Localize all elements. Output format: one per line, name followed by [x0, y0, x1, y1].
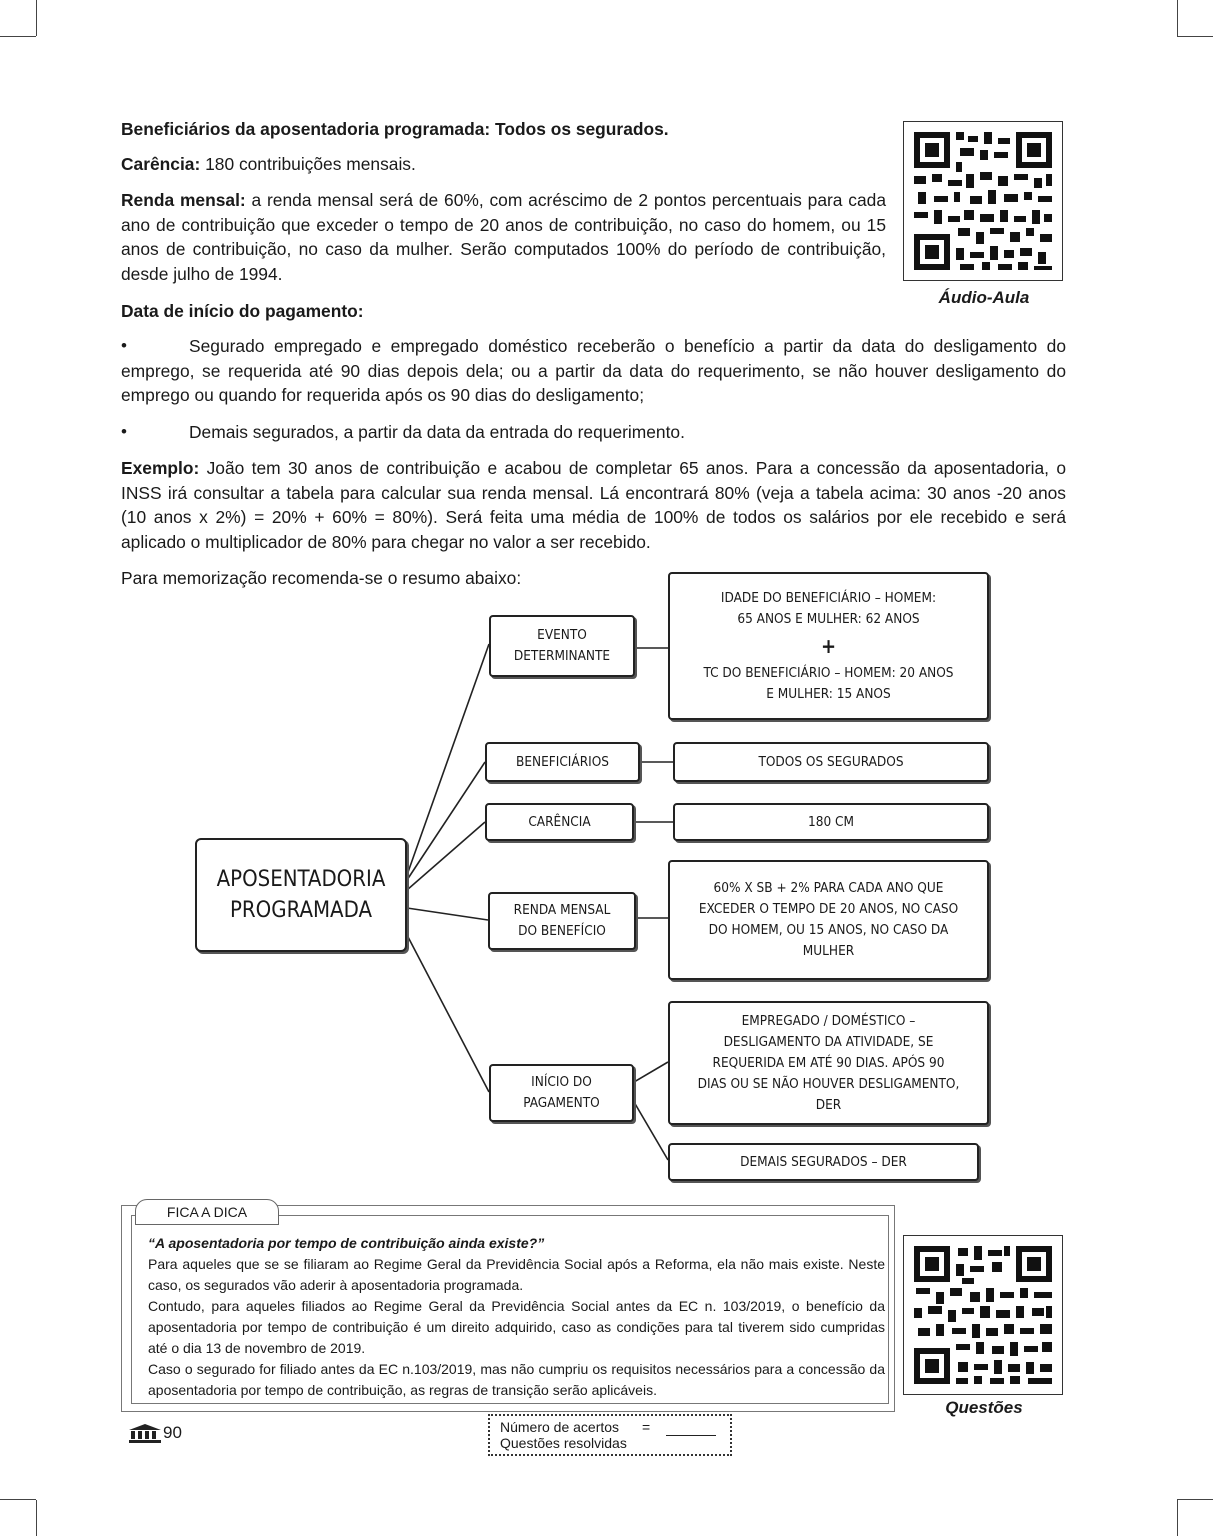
node-label: DO BENEFÍCIO — [518, 923, 606, 939]
bullet-marker: • — [121, 336, 127, 355]
plus-sign: + — [820, 633, 837, 658]
score-box — [488, 1414, 732, 1456]
root-line: PROGRAMADA — [229, 898, 372, 923]
node-value: EMPREGADO / DOMÉSTICO – — [741, 1012, 916, 1029]
node-label: RENDA MENSAL — [513, 902, 611, 918]
bullet-marker: • — [121, 422, 127, 441]
acertos-label: Número de acertos — [500, 1419, 620, 1435]
building-icon — [128, 1423, 162, 1443]
node-value: IDADE DO BENEFICIÁRIO – HOMEM: — [720, 589, 937, 606]
node-value: EXCEDER O TEMPO DE 20 ANOS, NO CASO — [698, 901, 959, 917]
node-carencia: CARÊNCIA — [485, 803, 634, 841]
node-value: MULHER — [802, 943, 855, 959]
resolvidas-label: Questões resolvidas — [500, 1435, 627, 1451]
data-inicio-heading: Data de início do pagamento: — [121, 301, 364, 321]
node-label: EVENTO — [537, 627, 587, 643]
section-heading: Beneficiários da aposentadoria programada: Todos os segurados. — [121, 119, 669, 139]
node-inicio-pagamento — [489, 1064, 634, 1122]
node-value: 60% X SB + 2% PARA CADA ANO QUE — [713, 880, 944, 896]
root-line: APOSENTADORIA — [216, 867, 386, 892]
node-evento-value — [668, 572, 989, 720]
node-value: DO HOMEM, OU 15 ANOS, NO CASO DA — [708, 922, 949, 938]
node-carencia-value: 180 CM — [673, 803, 989, 841]
tip-paragraph: Contudo, para aqueles filiados ao Regime Geral da Previdência Social antes da EC n. 103/2019, o benefício da aposentadoria por tempo de contribuição é um direito adquirido, caso as condições para tal tiverem sido cumpridas até o dia 13 de novembro de 2019. — [148, 1298, 885, 1356]
equals-sign: = — [642, 1419, 651, 1435]
node-value: 65 ANOS E MULHER: 62 ANOS — [737, 610, 920, 627]
node-inicio-value — [668, 1001, 989, 1125]
carencia-label: Carência: — [121, 154, 201, 174]
node-value: E MULHER: 15 ANOS — [766, 685, 891, 702]
node-beneficiarios-value: TODOS OS SEGURADOS — [673, 742, 989, 782]
score-blank[interactable] — [666, 1435, 716, 1436]
memo-line: Para memorização recomenda-se o resumo abaixo: — [121, 568, 522, 588]
node-value: TC DO BENEFICIÁRIO – HOMEM: 20 ANOS — [703, 664, 954, 681]
qr-caption-audio-aula: Áudio-Aula — [938, 288, 1030, 307]
qr-code-questoes[interactable] — [903, 1235, 1063, 1395]
node-label: INÍCIO DO — [531, 1074, 592, 1090]
node-value: REQUERIDA EM ATÉ 90 DIAS. APÓS 90 — [712, 1054, 945, 1071]
bullet-item: Segurado empregado e empregado doméstico receberão o benefício a partir da data do desligamento do emprego, se requerida até 90 dias depois dela; ou a partir da data do requerimento, se não houver desligamento do emprego ou quando for requerida após os 90 dias do desligamento; — [121, 336, 1066, 405]
node-beneficiarios: BENEFICIÁRIOS — [485, 742, 640, 782]
tip-tab: FICA A DICA — [135, 1199, 279, 1225]
node-inicio-demais: DEMAIS SEGURADOS – DER — [668, 1143, 979, 1181]
renda-text: a renda mensal será de 60%, com acréscimo de 2 pontos percentuais para cada ano de contribuição que exceder o tempo de 20 anos de contribuição, no caso do homem, ou 15 anos de contribuição, no caso da mulher. Serão computados 100% do período de contribuição, desde julho de 1994. — [121, 190, 886, 284]
node-label: PAGAMENTO — [523, 1095, 600, 1111]
example-text: João tem 30 anos de contribuição e acabou de completar 65 anos. Para a concessão da aposentadoria, o INSS irá consultar a tabela para calcular sua renda mensal. Lá encontrará 80% (veja a tabela acima: 30 anos -20 anos (10 anos x 2%) = 20% + 60% = 80%). Será feita uma média de 100% de todos os salários por ele recebido e será aplicado o multiplicador de 80% para chegar no valor a ser recebido. — [121, 458, 1066, 552]
example-label: Exemplo: — [121, 458, 200, 478]
node-value: DESLIGAMENTO DA ATIVIDADE, SE — [723, 1033, 934, 1050]
qr-caption-questoes: Questões — [945, 1398, 1023, 1417]
tip-paragraph: Caso o segurado for filiado antes da EC n.103/2019, mas não cumpriu os requisitos necessários para a concessão da aposentadoria por tempo de contribuição, as regras de transição serão aplicáveis. — [148, 1361, 885, 1398]
node-label: DETERMINANTE — [513, 648, 611, 664]
tip-paragraph: Para aqueles que se se filiaram ao Regime Geral da Previdência Social após a Reforma, ela não mais existe. Neste caso, os segurados vão aderir à aposentadoria programada. — [148, 1256, 885, 1293]
page-number: 90 — [163, 1423, 182, 1442]
bullet-item: Demais segurados, a partir da data da entrada do requerimento. — [189, 422, 685, 442]
node-renda-value — [668, 860, 989, 980]
node-value: DER — [815, 1096, 842, 1113]
renda-label: Renda mensal: — [121, 190, 246, 210]
tip-question: “A aposentadoria por tempo de contribuição ainda existe?” — [148, 1235, 545, 1251]
node-value: DIAS OU SE NÃO HOUVER DESLIGAMENTO, — [697, 1075, 960, 1092]
node-evento-determinante — [489, 615, 635, 677]
mindmap-root — [195, 838, 407, 952]
tip-body — [148, 1233, 885, 1401]
qr-code-icon — [904, 1236, 1062, 1394]
carencia-text: 180 contribuições mensais. — [200, 154, 416, 174]
node-renda-mensal — [488, 892, 636, 950]
